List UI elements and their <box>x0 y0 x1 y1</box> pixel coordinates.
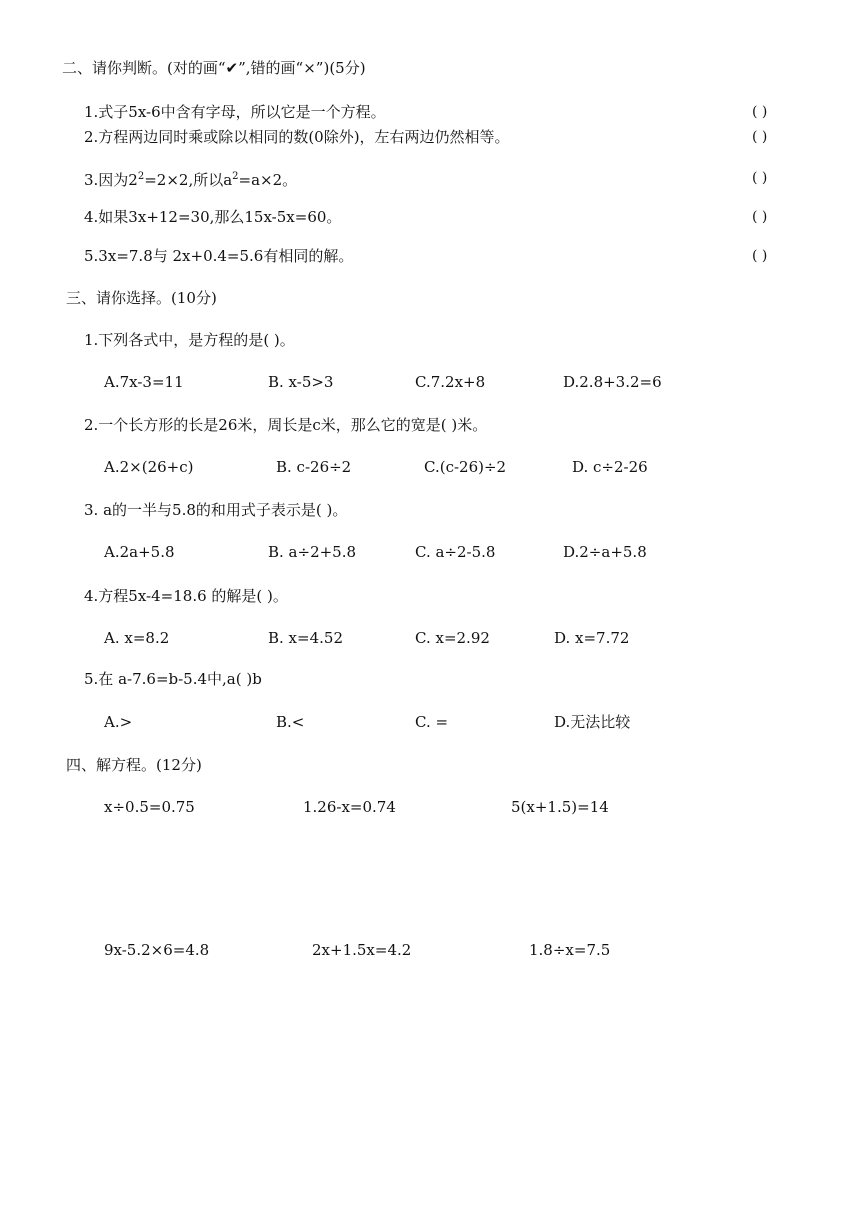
heading-prefix: 二、请你判断。(对的画“ <box>62 59 226 77</box>
option-c[interactable]: C. x=2.92 <box>415 629 490 647</box>
answer-paren-2[interactable]: ( ) <box>752 129 768 145</box>
option-d[interactable]: D. c÷2-26 <box>572 458 648 476</box>
option-b[interactable]: B. x=4.52 <box>268 629 343 647</box>
answer-paren-1[interactable]: ( ) <box>752 104 768 120</box>
option-d[interactable]: D.无法比较 <box>554 713 631 731</box>
judge-item-3 <box>84 167 297 190</box>
equation-4: 9x-5.2×6=4.8 <box>104 941 210 959</box>
option-c[interactable]: C. a÷2-5.8 <box>415 543 496 561</box>
equation-2: 1.26-x=0.74 <box>303 798 396 816</box>
option-a[interactable]: A.> <box>104 713 133 731</box>
judge-item-4: 4.如果3x+12=30,那么15x-5x=60。 <box>84 208 342 226</box>
item3-part-a: 3.因为2 <box>84 171 138 189</box>
option-d[interactable]: D.2.8+3.2=6 <box>563 373 662 391</box>
choice-question-2: 2.一个长方形的长是26米，周长是c米，那么它的宽是( )米。 <box>84 416 488 434</box>
option-b[interactable]: B. c-26÷2 <box>276 458 352 476</box>
heading-middle: ”,错的画“ <box>238 59 304 77</box>
judge-item-5: 5.3x=7.8与 2x+0.4=5.6有相同的解。 <box>84 247 354 265</box>
heading-suffix: ”)(5分) <box>315 59 366 77</box>
option-a[interactable]: A.7x-3=11 <box>104 373 184 391</box>
option-c[interactable]: C.(c-26)÷2 <box>424 458 507 476</box>
option-a[interactable]: A.2×(26+c) <box>104 458 194 476</box>
answer-paren-5[interactable]: ( ) <box>752 248 768 264</box>
option-d[interactable]: D. x=7.72 <box>554 629 630 647</box>
answer-paren-4[interactable]: ( ) <box>752 209 768 225</box>
equation-5: 2x+1.5x=4.2 <box>312 941 412 959</box>
choice-question-4: 4.方程5x-4=18.6 的解是( )。 <box>84 587 288 605</box>
answer-paren-3[interactable]: ( ) <box>752 170 768 186</box>
option-b[interactable]: B. x-5>3 <box>268 373 334 391</box>
equation-6: 1.8÷x=7.5 <box>529 941 611 959</box>
option-a[interactable]: A.2a+5.8 <box>104 543 175 561</box>
section4-heading: 四、解方程。(12分) <box>66 756 202 774</box>
item3-part-c: =a×2。 <box>238 171 298 189</box>
cross-mark-icon: × <box>303 59 316 77</box>
option-d[interactable]: D.2÷a+5.8 <box>563 543 647 561</box>
choice-question-3: 3. a的一半与5.8的和用式子表示是( )。 <box>84 501 348 519</box>
option-b[interactable]: B. a÷2+5.8 <box>268 543 357 561</box>
choice-question-1: 1.下列各式中，是方程的是( )。 <box>84 331 295 349</box>
superscript: 2 <box>137 171 145 182</box>
option-b[interactable]: B.< <box>276 713 305 731</box>
judge-item-2: 2.方程两边同时乘或除以相同的数(0除外)，左右两边仍然相等。 <box>84 128 510 146</box>
item3-part-b: =2×2,所以a <box>144 171 233 189</box>
section3-heading: 三、请你选择。(10分) <box>66 289 217 307</box>
option-c[interactable]: C. = <box>415 713 449 731</box>
judge-item-1: 1.式子5x-6中含有字母，所以它是一个方程。 <box>84 103 386 121</box>
choice-question-5: 5.在 a-7.6=b-5.4中,a( )b <box>84 670 262 688</box>
check-mark-icon: ✔ <box>225 59 239 77</box>
option-c[interactable]: C.7.2x+8 <box>415 373 486 391</box>
option-a[interactable]: A. x=8.2 <box>104 629 170 647</box>
superscript: 2 <box>232 171 239 182</box>
section2-heading <box>62 58 366 78</box>
equation-1: x÷0.5=0.75 <box>104 798 195 816</box>
equation-3: 5(x+1.5)=14 <box>511 798 609 816</box>
